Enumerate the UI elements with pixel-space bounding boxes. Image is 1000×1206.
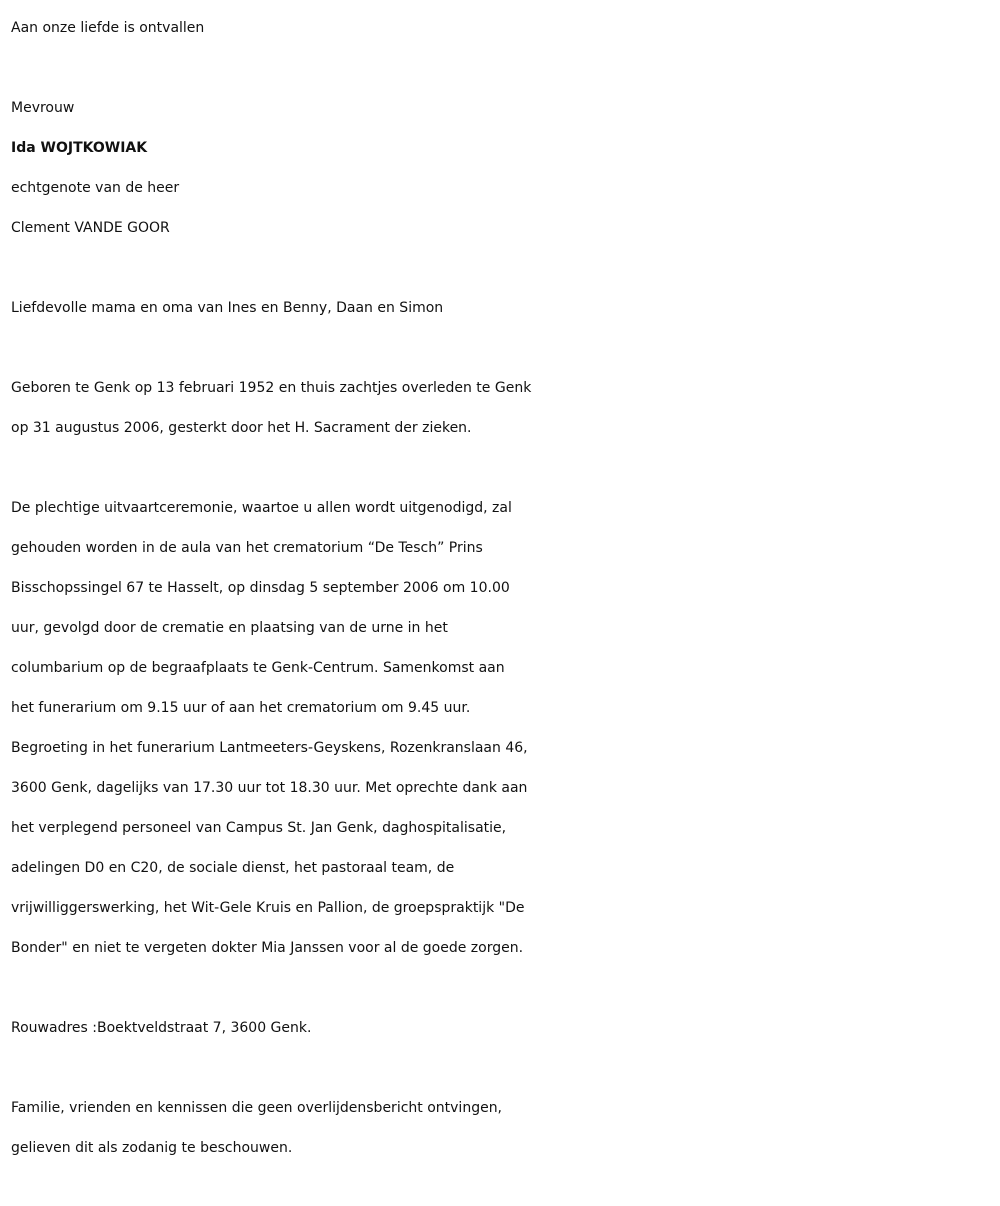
paragraph-line: het verplegend personeel van Campus St. Jan Genk, daghospitalisatie, xyxy=(11,820,507,836)
intro-text: Aan onze liefde is ontvallen xyxy=(11,20,205,36)
paragraph-line: Geboren te Genk op 13 februari 1952 en thuis zachtjes overleden te Genk xyxy=(11,380,532,396)
paragraph-line: De plechtige uitvaartceremonie, waartoe u allen wordt uitgenodigd, zal xyxy=(11,500,512,516)
salutation: Mevrouw xyxy=(11,100,75,116)
mourning-address: Rouwadres :Boektveldstraat 7, 3600 Genk. xyxy=(11,1020,312,1036)
paragraph-line: gehouden worden in de aula van het crematorium “De Tesch” Prins xyxy=(11,540,483,556)
birth-death-paragraph xyxy=(11,368,1000,448)
spacer xyxy=(11,968,1000,1008)
paragraph-line: gelieven dit als zodanig te beschouwen. xyxy=(11,1140,293,1156)
paragraph-line: Begroeting in het funerarium Lantmeeters-Geyskens, Rozenkranslaan 46, xyxy=(11,740,528,756)
spacer xyxy=(11,1048,1000,1088)
deceased-name: Ida WOJTKOWIAK xyxy=(11,140,148,156)
paragraph-line: uur, gevolgd door de crematie en plaatsing van de urne in het xyxy=(11,620,448,636)
spacer xyxy=(11,248,1000,288)
paragraph-line: adelingen D0 en C20, de sociale dienst, het pastoraal team, de xyxy=(11,860,455,876)
paragraph-line: 3600 Genk, dagelijks van 17.30 uur tot 18.30 uur. Met oprechte dank aan xyxy=(11,780,528,796)
paragraph-line: Bisschopssingel 67 te Hasselt, op dinsdag 5 september 2006 om 10.00 xyxy=(11,580,510,596)
paragraph-line: columbarium op de begraafplaats te Genk-Centrum. Samenkomst aan xyxy=(11,660,505,676)
spouse-line-1: echtgenote van de heer xyxy=(11,180,180,196)
spouse-line-2: Clement VANDE GOOR xyxy=(11,220,170,236)
paragraph-line: het funerarium om 9.15 uur of aan het crematorium om 9.45 uur. xyxy=(11,700,471,716)
spacer xyxy=(11,48,1000,88)
spacer xyxy=(11,328,1000,368)
paragraph-line: op 31 augustus 2006, gesterkt door het H. Sacrament der zieken. xyxy=(11,420,472,436)
closing-paragraph xyxy=(11,1088,1000,1168)
paragraph-line: Familie, vrienden en kennissen die geen overlijdensbericht ontvingen, xyxy=(11,1100,503,1116)
family-line: Liefdevolle mama en oma van Ines en Benny, Daan en Simon xyxy=(11,300,444,316)
paragraph-line: vrijwilliggerswerking, het Wit-Gele Kruis en Pallion, de groepspraktijk "De xyxy=(11,900,525,916)
spacer xyxy=(11,448,1000,488)
ceremony-paragraph xyxy=(11,488,1000,968)
paragraph-line: Bonder" en niet te vergeten dokter Mia Janssen voor al de goede zorgen. xyxy=(11,940,524,956)
